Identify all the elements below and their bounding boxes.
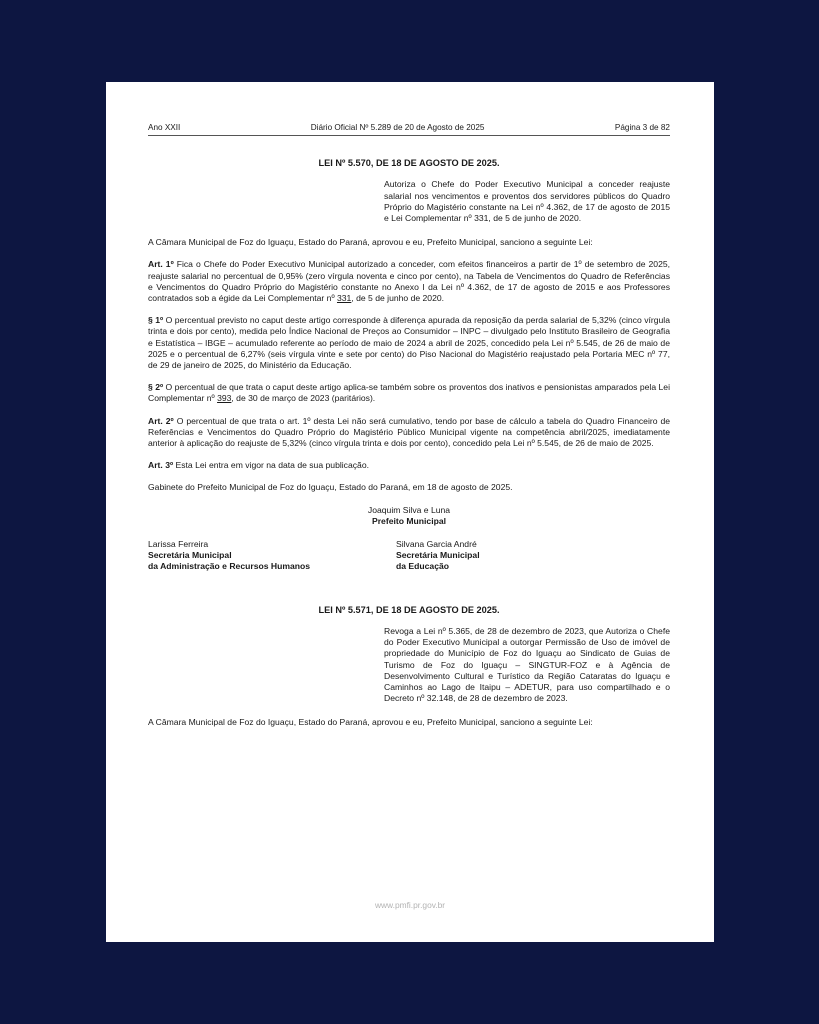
article-text-end: , de 5 de junho de 2020. <box>351 293 445 304</box>
document-page <box>106 82 714 942</box>
signer-left-title2: da Administração e Recursos Humanos <box>148 561 311 572</box>
article-text: Fica o Chefe do Poder Executivo Municipal autorizado a conceder, com efeitos financeiros a partir de 1º de setembro de 2025, reajuste salarial no percentual de 0,95% (zero vírgula noventa e cinco por cento), na Tabela de Vencimentos do Quadro de Referências e Vencimentos do Quadro Próprio do Magistério constante no Anexo I da Lei nº 4.362, de 17 de agosto de 2015 e aos Professores contratados sob a égide da Lei Complementar nº <box>148 259 671 304</box>
law1-paragraph-2 <box>148 382 670 404</box>
footer-url[interactable]: www.pmfi.pr.gov.br <box>374 900 446 910</box>
paragraph-label: § 1º <box>148 315 164 326</box>
law1-article-2 <box>148 416 670 450</box>
law1-paragraph-1 <box>148 315 670 371</box>
law-reference-link[interactable]: 393 <box>217 393 232 404</box>
paragraph-label: § 2º <box>148 382 164 393</box>
law1-article-3 <box>148 460 670 471</box>
header-year: Ano XXII <box>148 123 181 132</box>
article-text: O percentual de que trata o art. 1º desta Lei não será cumulativo, tendo por base de cálculo a tabela do Quadro Financeiro de Referências e Vencimentos do Quadro Próprio do Magistério Público Municipal vigente na competência abril/2025, imediatamente anterior à aplicação do reajuste de 5,32% (cinco vírgula trinta e dois por cento), concedido pela Lei nº 5.545, de 26 de maio de 2025. <box>148 415 671 449</box>
mayor-title: Prefeito Municipal <box>371 515 446 526</box>
paragraph-text-end: , de 30 de março de 2023 (paritários). <box>231 393 376 404</box>
signer-left <box>148 539 384 573</box>
mayor-signature <box>148 505 670 527</box>
law1-title: LEI Nº 5.570, DE 18 DE AGOSTO DE 2025. <box>318 158 500 169</box>
law2-title: LEI Nº 5.571, DE 18 DE AGOSTO DE 2025. <box>318 604 500 615</box>
law1-preamble: A Câmara Municipal de Foz do Iguaçu, Estado do Paraná, aprovou e eu, Prefeito Municipal, sanciono a seguinte Lei: <box>148 237 593 248</box>
law1-article-1 <box>148 259 670 304</box>
signer-right-title2: da Educação <box>396 561 450 572</box>
page-header <box>148 122 670 136</box>
article-text: Esta Lei entra em vigor na data de sua publicação. <box>175 460 369 471</box>
law2-preamble: A Câmara Municipal de Foz do Iguaçu, Estado do Paraná, aprovou e eu, Prefeito Municipal, sanciono a seguinte Lei: <box>148 717 593 728</box>
signer-right <box>396 539 632 573</box>
law-reference-link[interactable]: 331 <box>336 293 352 304</box>
header-edition: Diário Oficial Nº 5.289 de 20 de Agosto de 2025 <box>310 123 485 132</box>
article-label: Art. 3º <box>148 460 174 471</box>
paragraph-text: O percentual previsto no caput deste artigo corresponde à diferença apurada da reposição da perda salarial de 5,32% (cinco vírgula trinta e dois por cento), medida pelo Índice Nacional de Preços ao Consumidor – INPC – divulgado pelo Instituto Brasileiro de Geografia e Estatística – IBGE – acumulado referente ao período de maio de 2024 a abril de 2025, concedido pela Lei nº 5.545, de 26 de maio de 2025 e o percentual de 6,27% (seis vírgula vinte e sete por cento) do Piso Nacional do Magistério reajustado pela Portaria MEC nº 77, de 29 de janeiro de 2025, do Ministério da Educação. <box>148 315 670 371</box>
mayor-name: Joaquim Silva e Luna <box>367 504 451 515</box>
article-label: Art. 1º <box>148 259 174 270</box>
law1-ementa: Autoriza o Chefe do Poder Executivo Municipal a conceder reajuste salarial nos vencimentos e proventos dos servidores públicos do Quadro Próprio do Magistério constante na Lei nº 4.362, de 17 de agosto de 2015 e Lei Complementar nº 331, de 5 de junho de 2020. <box>384 179 670 224</box>
signer-left-title1: Secretária Municipal <box>148 550 232 561</box>
signer-right-title1: Secretária Municipal <box>396 550 480 561</box>
paragraph-text: O percentual de que trata o caput deste artigo aplica-se também sobre os proventos dos inativos e pensionistas amparados pela Lei Complementar nº <box>148 382 670 404</box>
secretaries-signatures <box>148 539 670 573</box>
law1-closing: Gabinete do Prefeito Municipal de Foz do Iguaçu, Estado do Paraná, em 18 de agosto de 2025. <box>148 482 513 493</box>
signer-left-name: Larissa Ferreira <box>148 539 209 550</box>
law2-ementa: Revoga a Lei nº 5.365, de 28 de dezembro de 2023, que Autoriza o Chefe do Poder Executivo Municipal a outorgar Permissão de Uso de imóvel de propriedade do Município de Foz do Iguaçu ao Sindicato de Guias de Turismo de Foz do Iguaçu – SINGTUR-FOZ e à Agência de Desenvolvimento Cultural e Turístico da Região Cataratas do Iguaçu e Caminhos ao Lago de Itaipu – ADETUR, para uso compartilhado e o Decreto nº 32.148, de 28 de dezembro de 2023. <box>384 625 670 704</box>
signer-right-name: Silvana Garcia André <box>396 539 477 550</box>
header-page-number: Página 3 de 82 <box>614 123 670 132</box>
article-label: Art. 2º <box>148 415 174 426</box>
